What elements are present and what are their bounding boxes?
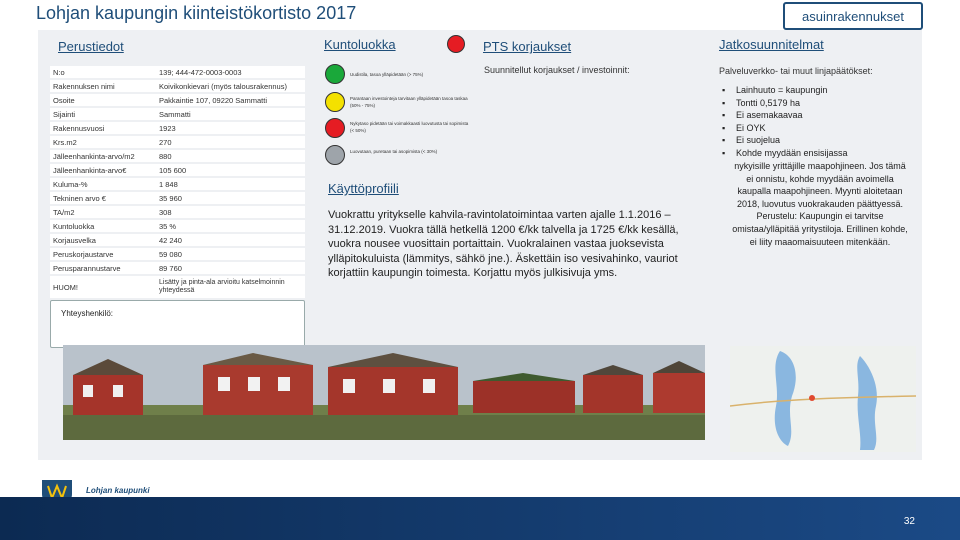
table-row — [50, 108, 305, 120]
row-value: 1 848 — [156, 178, 305, 190]
list-item: ▪ Kohde myydään ensisijassa — [722, 147, 912, 160]
condition-text: Nykytaso pidetään tai voimakkaasti luovutusta tai sopimista (< 50%) — [350, 121, 469, 133]
list-item: ▪ Ei asemakaavaa — [722, 109, 912, 122]
profile-heading: Käyttöprofiili — [328, 181, 399, 196]
condition-text: Parantaan investointeja tarvitaan ylläpidetään tasoa taskaa (50% - 75%) — [350, 96, 468, 108]
further-bullets — [722, 84, 912, 160]
row-value: 35 % — [156, 220, 305, 232]
further-intro: Palveluverkko- tai muut linjapäätökset: — [719, 66, 873, 76]
row-value: 89 760 — [156, 262, 305, 274]
row-label: Sijainti — [50, 108, 156, 120]
building-photo-image — [63, 345, 705, 440]
condition-heading: Kuntoluokka — [324, 37, 396, 52]
table-row — [50, 136, 305, 148]
table-row — [50, 276, 305, 298]
row-value: 1923 — [156, 122, 305, 134]
row-value: 270 — [156, 136, 305, 148]
row-label: Jälleenhankinta-arvo€ — [50, 164, 156, 176]
row-value: Koivikonkievari (myös talousrakennus) — [156, 80, 305, 92]
further-heading: Jatkosuunnitelmat — [719, 37, 824, 52]
row-label: HUOM! — [50, 276, 156, 298]
list-item: ▪ Lainhuuto = kaupungin — [722, 84, 912, 97]
list-item: ▪ Tontti 0,5179 ha — [722, 97, 912, 110]
condition-text: Uudistila, tasoa ylläpidetään (> 75%) — [350, 72, 424, 77]
row-label: N:o — [50, 66, 156, 78]
condition-text: Luovutaan, puretaan tai asopimista (< 30%) — [350, 149, 438, 154]
row-value: 105 600 — [156, 164, 305, 176]
row-label: TA/m2 — [50, 206, 156, 218]
table-row — [50, 262, 305, 274]
basics-table — [50, 64, 305, 300]
contact-box — [50, 300, 305, 348]
table-row — [50, 178, 305, 190]
contact-label: Yhteyshenkilö: — [61, 309, 114, 318]
row-label: Rakennusvuosi — [50, 122, 156, 134]
further-paragraph: nykyisille yrittäjille maapohjineen. Jos tämä ei onnistu, kohde myydään avoimella kaupalla maapohjineen. Myynti aloitetaan 2018, luovutus vuokrakauden päättyessä. Perustelu: Kaupungin ei tarvitse omistaa/ylläpitää yritystiloja. Erillinen kohde, ei liity maaomaisuuteen mitenkään. — [732, 161, 908, 247]
row-label: Osoite — [50, 94, 156, 106]
row-label: Perusparannustarve — [50, 262, 156, 274]
row-value: 139; 444-472-0003-0003 — [156, 66, 305, 78]
row-label: Kuntoluokka — [50, 220, 156, 232]
row-label: Korjausvelka — [50, 234, 156, 246]
condition-green-icon — [325, 64, 345, 84]
page-number: 32 — [903, 516, 915, 527]
row-value: 35 960 — [156, 192, 305, 204]
category-badge: asuinrakennukset — [783, 2, 923, 30]
table-row — [50, 220, 305, 232]
row-label: Rakennuksen nimi — [50, 80, 156, 92]
list-item: ▪ Ei suojelua — [722, 134, 912, 147]
row-value: Lisätty ja pinta-ala arvioitu katselmoinnin yhteydessä — [156, 276, 305, 298]
table-row — [50, 206, 305, 218]
row-value: 308 — [156, 206, 305, 218]
row-label: Tekninen arvo € — [50, 192, 156, 204]
table-row — [50, 192, 305, 204]
location-map — [730, 346, 916, 452]
profile-text: Vuokrattu yritykselle kahvila-ravintolatoimintaa varten ajalle 1.1.2016 –31.12.2019. Vuokra tällä hetkellä 1200 €/kk talvella ja 1725 €/kk kesällä, vuokra nousee vuosittain portaittain. Vuokralainen vastaa juoksevista ylläpitokuluista (lämmitys, sähkö jne.). Äskettäin iso vesivahinko, vauriot korjattiin kaupungin toimesta. Korjattu myös julkisivuja yms. — [328, 209, 679, 279]
row-label: Kuluma-% — [50, 178, 156, 190]
table-row — [50, 150, 305, 162]
table-row — [50, 80, 305, 92]
condition-yellow-icon — [325, 92, 345, 112]
table-row — [50, 164, 305, 176]
row-value: 42 240 — [156, 234, 305, 246]
pts-status-icon — [447, 35, 465, 53]
row-value: 880 — [156, 150, 305, 162]
basics-heading: Perustiedot — [58, 39, 124, 54]
map-image — [730, 346, 916, 452]
condition-grey-icon — [325, 145, 345, 165]
brand-name: Lohjan kaupunki — [86, 486, 150, 495]
pts-heading: PTS korjaukset — [483, 39, 572, 54]
table-row — [50, 122, 305, 134]
footer-bar — [0, 497, 960, 540]
building-photo — [63, 345, 705, 440]
condition-red-icon — [325, 118, 345, 138]
row-value: Sammatti — [156, 108, 305, 120]
table-row — [50, 248, 305, 260]
row-label: Krs.m2 — [50, 136, 156, 148]
page-title: Lohjan kaupungin kiinteistökortisto 2017 — [36, 3, 357, 23]
row-label: Peruskorjaustarve — [50, 248, 156, 260]
row-value: 59 080 — [156, 248, 305, 260]
table-row — [50, 94, 305, 106]
pts-subheading: Suunnitellut korjaukset / investoinnit: — [484, 65, 630, 75]
table-row — [50, 234, 305, 246]
row-label: Jälleenhankinta-arvo/m2 — [50, 150, 156, 162]
row-value: Pakkaintie 107, 09220 Sammatti — [156, 94, 305, 106]
list-item: ▪ Ei OYK — [722, 122, 912, 135]
table-row — [50, 66, 305, 78]
